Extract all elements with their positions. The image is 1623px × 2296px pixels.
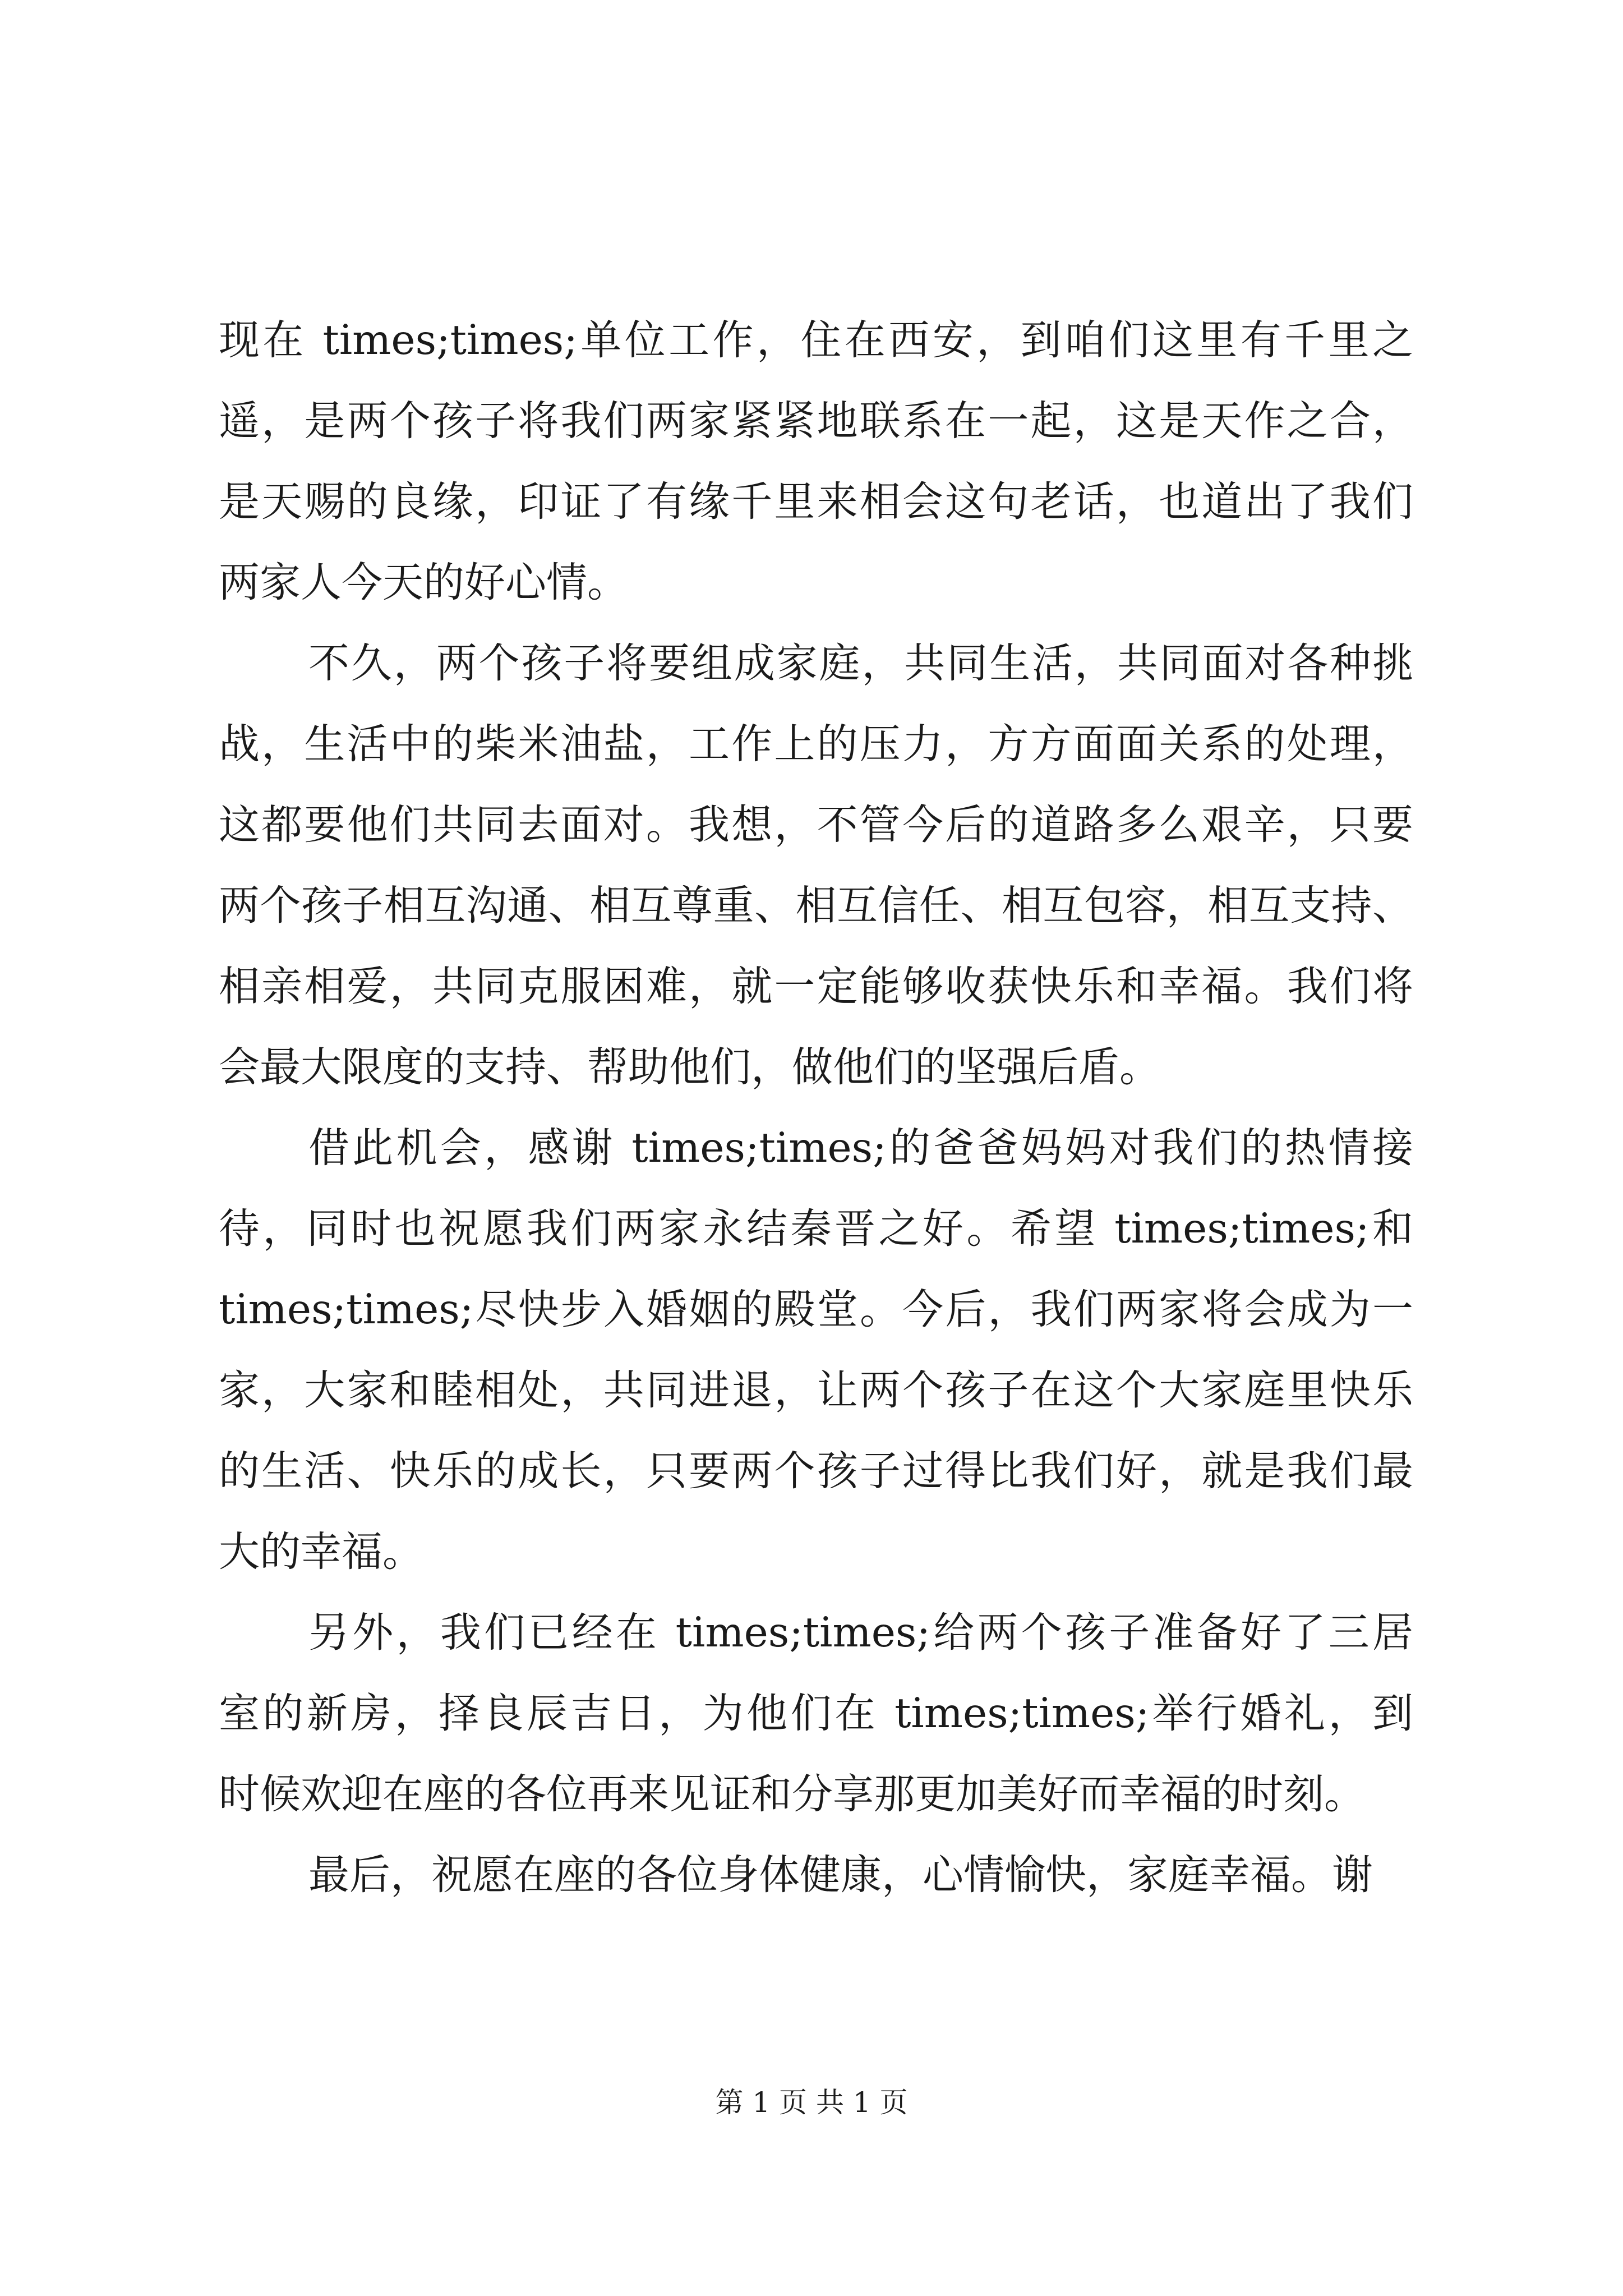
text-line: 待，同时也祝愿我们两家永结秦晋之好。希望 times;times;和 <box>219 1205 1413 1253</box>
paragraph <box>219 300 1413 623</box>
text-line: 的生活、快乐的成长，只要两个孩子过得比我们好，就是我们最 <box>219 1447 1413 1495</box>
text-line: 是天赐的良缘，印证了有缘千里来相会这句老话，也道出了我们 <box>219 478 1413 526</box>
paragraph <box>219 1835 1413 1916</box>
text-line: 大的幸福。 <box>219 1528 423 1576</box>
paragraph <box>219 623 1413 1108</box>
text-line: 两个孩子相互沟通、相互尊重、相互信任、相互包容，相互支持、 <box>219 882 1413 930</box>
text-line: 战，生活中的柴米油盐，工作上的压力，方方面面关系的处理， <box>219 720 1413 768</box>
text-line: 这都要他们共同去面对。我想，不管今后的道路多么艰辛，只要 <box>219 801 1413 849</box>
text-line: 时候欢迎在座的各位再来见证和分享那更加美好而幸福的时刻。 <box>219 1770 1365 1818</box>
paragraph <box>219 1108 1413 1593</box>
text-line: 另外，我们已经在 times;times;给两个孩子准备好了三居 <box>308 1609 1413 1657</box>
text-line: 不久，两个孩子将要组成家庭，共同生活，共同面对各种挑 <box>308 639 1413 687</box>
text-line: 家，大家和睦相处，共同进退，让两个孩子在这个大家庭里快乐 <box>219 1366 1413 1414</box>
text-line: 借此机会，感谢 times;times;的爸爸妈妈对我们的热情接 <box>308 1124 1413 1172</box>
text-line: 会最大限度的支持、帮助他们，做他们的坚强后盾。 <box>219 1043 1160 1091</box>
text-line: 遥，是两个孩子将我们两家紧紧地联系在一起，这是天作之合， <box>219 397 1413 445</box>
text-line: 相亲相爱，共同克服困难，就一定能够收获快乐和幸福。我们将 <box>219 963 1413 1010</box>
text-line: 现在 times;times;单位工作，住在西安，到咱们这里有千里之 <box>219 316 1413 364</box>
text-line: 室的新房，择良辰吉日，为他们在 times;times;举行婚礼，到 <box>219 1690 1413 1737</box>
text-line: 两家人今天的好心情。 <box>219 559 628 606</box>
page-footer: 第 1 页 共 1 页 <box>715 2086 908 2119</box>
document-body <box>219 300 1413 1916</box>
text-line: 最后，祝愿在座的各位身体健康，心情愉快，家庭幸福。谢 <box>308 1851 1373 1899</box>
paragraph <box>219 1593 1413 1835</box>
text-line: times;times;尽快步入婚姻的殿堂。今后，我们两家将会成为一 <box>219 1286 1413 1333</box>
